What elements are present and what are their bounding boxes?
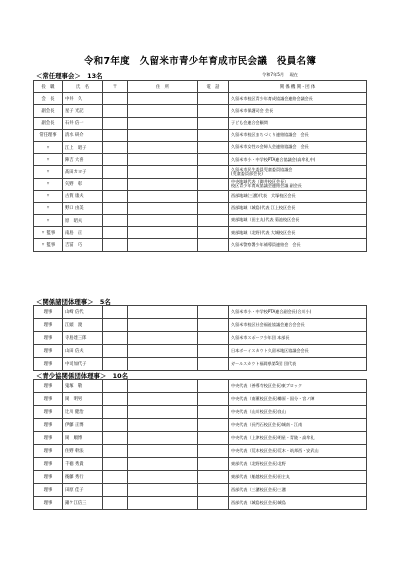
phone-cell: [198, 471, 229, 484]
table-row: [34, 358, 367, 371]
organization-line: 子ども会連合会顧問: [231, 119, 268, 125]
table-row: [34, 306, 367, 319]
table-row: [34, 393, 367, 406]
organization-line: 中央代表（上津校区会長)明星・青陵・高牟礼: [231, 434, 315, 440]
role-cell: 理事: [34, 306, 63, 319]
table-row: [34, 202, 367, 214]
table-row: [34, 419, 367, 432]
address-cell: [128, 497, 198, 510]
organization-cell: [229, 117, 367, 129]
table-header-row: [34, 81, 367, 93]
role-cell: 理事: [34, 332, 63, 345]
postal-cell: [103, 319, 128, 332]
role-cell: 〃: [34, 166, 63, 178]
name-cell: 吉冨 巧: [63, 239, 103, 251]
organization-cell: [229, 239, 367, 251]
organization-line: 西部地域（城島)代表 江上校区会長: [231, 205, 296, 211]
phone-cell: [198, 166, 229, 178]
address-cell: [128, 471, 198, 484]
role-cell: 理事: [34, 445, 63, 458]
postal-cell: [103, 406, 128, 419]
postal-cell: [103, 154, 128, 166]
name-cell: 錦ケ江信三: [63, 497, 103, 510]
postal-cell: [103, 166, 128, 178]
name-cell: 古賀 康夫: [63, 190, 103, 202]
role-cell: 理事: [34, 358, 63, 371]
organization-line: 西部代表（三潴校区会長)三潴: [231, 486, 286, 492]
postal-cell: [103, 141, 128, 153]
role-cell: 理事: [34, 345, 63, 358]
organization-cell: [229, 227, 367, 239]
related-groups-table: [33, 305, 367, 371]
organization-cell: [229, 419, 367, 432]
organization-cell: [229, 393, 367, 406]
postal-cell: [103, 358, 128, 371]
phone-cell: [198, 332, 229, 345]
postal-cell: [103, 380, 128, 393]
organization-cell: [229, 406, 367, 419]
organization-line: 中央代表（荒木校区会長)荒木・筑邦西・安武山: [231, 447, 319, 453]
postal-cell: [103, 332, 128, 345]
organization-line: 中央代表（南薫校区会長)櫛原・国分・宮ノ陣: [231, 395, 315, 401]
name-cell: 伊藤 正博: [63, 419, 103, 432]
address-cell: [128, 419, 198, 432]
organization-line: 校区青少年育成協議会連絡会議 副会長: [231, 183, 302, 189]
organization-cell: [229, 471, 367, 484]
name-cell: 山崎 信代: [63, 306, 103, 319]
phone-cell: [198, 129, 229, 141]
phone-cell: [198, 345, 229, 358]
postal-cell: [103, 484, 128, 497]
organization-cell: [229, 458, 367, 471]
name-cell: 寺島達三郎: [63, 332, 103, 345]
role-cell: 理事: [34, 432, 63, 445]
address-cell: [128, 345, 198, 358]
organization-line: 東部代表（北野校区会長)北野: [231, 460, 286, 466]
phone-cell: [198, 154, 229, 166]
name-cell: 中司加代子: [63, 358, 103, 371]
header-organization: 関 係 機 関・団 体: [229, 81, 367, 93]
phone-cell: [198, 358, 229, 371]
organization-cell: [229, 154, 367, 166]
role-cell: 〃 監事: [34, 239, 63, 251]
organization-line: 西部地域(三潴)代表 犬塚校区会長: [231, 193, 296, 199]
organization-cell: [229, 166, 367, 178]
address-cell: [128, 129, 198, 141]
table-row: [34, 166, 367, 178]
address-cell: [128, 239, 198, 251]
organization-line: 久留米市校区青少年育成協議会連絡会議会長: [231, 95, 313, 101]
section-title-related: ＜関係諸団体理事＞ 5名: [36, 298, 111, 306]
phone-cell: [198, 105, 229, 117]
organization-cell: [229, 484, 367, 497]
table-row: [34, 117, 367, 129]
address-cell: [128, 484, 198, 497]
name-cell: 野口 由美: [63, 202, 103, 214]
table-row: [34, 239, 367, 251]
table-row: [34, 380, 367, 393]
page-title: 令和7年度 久留米市青少年育成市民会議 役員名簿: [83, 56, 317, 67]
role-cell: 〃: [34, 154, 63, 166]
address-cell: [128, 93, 198, 105]
address-cell: [128, 406, 198, 419]
organization-line: 西部代表（城島校区会長)城島: [231, 499, 286, 505]
address-cell: [128, 393, 198, 406]
name-cell: 田原 佳子: [63, 484, 103, 497]
phone-cell: [198, 227, 229, 239]
postal-cell: [103, 215, 128, 227]
address-cell: [128, 166, 198, 178]
postal-cell: [103, 105, 128, 117]
organization-line: 東部地域（田主丸)代表 菊池校区会長: [231, 217, 300, 223]
postal-cell: [103, 93, 128, 105]
phone-cell: [198, 484, 229, 497]
phone-cell: [198, 141, 229, 153]
role-cell: 理事: [34, 380, 63, 393]
address-cell: [128, 319, 198, 332]
phone-cell: [198, 117, 229, 129]
organization-line: (児童委員部会長): [231, 170, 263, 176]
table-row: [34, 345, 367, 358]
role-cell: 理事: [34, 393, 63, 406]
phone-cell: [198, 202, 229, 214]
table-row: [34, 484, 367, 497]
table-row: [34, 215, 367, 227]
phone-cell: [198, 419, 229, 432]
name-cell: 山田 信夫: [63, 345, 103, 358]
role-cell: 〃: [34, 202, 63, 214]
organization-cell: [229, 306, 367, 319]
postal-cell: [103, 419, 128, 432]
role-cell: 理事: [34, 484, 63, 497]
address-cell: [128, 154, 198, 166]
role-cell: 〃 監事: [34, 227, 63, 239]
role-cell: 理事: [34, 458, 63, 471]
postal-cell: [103, 497, 128, 510]
organization-cell: [229, 105, 367, 117]
address-cell: [128, 117, 198, 129]
phone-cell: [198, 190, 229, 202]
name-cell: 江頭 渡: [63, 319, 103, 332]
youth-groups-table: [33, 379, 367, 510]
organization-line: 久留米市女性の会婦人会連絡協議会 会長: [231, 144, 309, 150]
phone-cell: [198, 319, 229, 332]
section-title-youth: ＜青少協関係団体理事＞ 10名: [36, 372, 128, 380]
standing-committee-table: [33, 80, 367, 252]
organization-line: 中央地域代表（御井校区会長）: [231, 178, 289, 184]
address-cell: [128, 380, 198, 393]
postal-cell: [103, 227, 128, 239]
phone-cell: [198, 178, 229, 190]
name-cell: 後藤 秀行: [63, 471, 103, 484]
organization-line: 東部代表（船越校区会長)田主丸: [231, 473, 290, 479]
table-row: [34, 319, 367, 332]
organization-cell: [229, 358, 367, 371]
organization-line: 久留米市小・中学校PTA連合副会長(合川小): [231, 308, 312, 314]
organization-cell: [229, 202, 367, 214]
organization-cell: [229, 141, 367, 153]
organization-cell: [229, 190, 367, 202]
role-cell: 常任理事: [34, 129, 63, 141]
organization-cell: [229, 332, 367, 345]
table-row: [34, 141, 367, 153]
organization-cell: [229, 432, 367, 445]
name-cell: 陣吉 大喜: [63, 154, 103, 166]
name-cell: 原 昭夫: [63, 215, 103, 227]
header-phone: 電 話: [198, 81, 229, 93]
organization-line: 久留米市保護司会 会長: [231, 107, 274, 113]
organization-cell: [229, 319, 367, 332]
name-cell: 岡 明男: [63, 393, 103, 406]
address-cell: [128, 202, 198, 214]
header-address: 住 所: [128, 81, 198, 93]
postal-cell: [103, 190, 128, 202]
postal-cell: [103, 458, 128, 471]
postal-cell: [103, 432, 128, 445]
name-cell: 中井 久: [63, 93, 103, 105]
postal-cell: [103, 345, 128, 358]
role-cell: 〃: [34, 178, 63, 190]
postal-cell: [103, 129, 128, 141]
organization-cell: [229, 497, 367, 510]
role-cell: 〃: [34, 141, 63, 153]
organization-line: 久留米市校区まちづくり連絡協議会 会長: [231, 132, 309, 138]
header-role: 役 職: [34, 81, 63, 93]
postal-cell: [103, 117, 128, 129]
postal-cell: [103, 178, 128, 190]
name-cell: 清水 研介: [63, 129, 103, 141]
postal-cell: [103, 239, 128, 251]
phone-cell: [198, 432, 229, 445]
document-date: 令和7年5月 現在: [262, 72, 298, 77]
organization-line: 久留米市校区社会福祉協議会連合会会長: [231, 321, 305, 327]
organization-line: 中央代表（長門石校区会長)城南・江南: [231, 421, 303, 427]
phone-cell: [198, 93, 229, 105]
name-cell: 南島 正: [63, 227, 103, 239]
table-row: [34, 190, 367, 202]
name-cell: 岡 順博: [63, 432, 103, 445]
section-title-standing: ＜常任理事会＞ 13名: [36, 72, 103, 80]
organization-cell: [229, 178, 367, 190]
role-cell: 理事: [34, 497, 63, 510]
header-name: 氏 名: [63, 81, 103, 93]
organization-cell: [229, 129, 367, 141]
table-row: [34, 332, 367, 345]
table-row: [34, 93, 367, 105]
header-postal: 〒: [103, 81, 128, 93]
role-cell: 理事: [34, 406, 63, 419]
organization-line: 中央代表（山川校区会長)良山: [231, 408, 286, 414]
table-row: [34, 227, 367, 239]
table-row: [34, 445, 367, 458]
table-row: [34, 432, 367, 445]
name-cell: 石井 信一: [63, 117, 103, 129]
name-cell: 髙田カヨ子: [63, 166, 103, 178]
name-cell: 辻川 健治: [63, 406, 103, 419]
table-row: [34, 458, 367, 471]
organization-cell: [229, 93, 367, 105]
phone-cell: [198, 215, 229, 227]
phone-cell: [198, 445, 229, 458]
name-cell: 江上 昭子: [63, 141, 103, 153]
name-cell: 矢野 彰: [63, 178, 103, 190]
postal-cell: [103, 471, 128, 484]
phone-cell: [198, 380, 229, 393]
organization-cell: [229, 445, 367, 458]
address-cell: [128, 190, 198, 202]
postal-cell: [103, 445, 128, 458]
role-cell: 理事: [34, 419, 63, 432]
postal-cell: [103, 202, 128, 214]
phone-cell: [198, 393, 229, 406]
name-cell: 鬼塚 敬: [63, 380, 103, 393]
phone-cell: [198, 406, 229, 419]
role-cell: 〃: [34, 190, 63, 202]
name-cell: 星子 光記: [63, 105, 103, 117]
organization-line: 中央代表（善導寺校区会長)東ブロック: [231, 382, 303, 388]
role-cell: 副会長: [34, 105, 63, 117]
organization-cell: [229, 215, 367, 227]
table-row: [34, 178, 367, 190]
table-row: [34, 497, 367, 510]
phone-cell: [198, 497, 229, 510]
role-cell: 副会長: [34, 117, 63, 129]
address-cell: [128, 458, 198, 471]
organization-line: 久留米市小・中学校PTA連合協議会(高牟礼中): [231, 156, 316, 162]
address-cell: [128, 215, 198, 227]
address-cell: [128, 105, 198, 117]
address-cell: [128, 227, 198, 239]
role-cell: 〃: [34, 215, 63, 227]
role-cell: 会 長: [34, 93, 63, 105]
table-row: [34, 471, 367, 484]
organization-line: 東部地域（北野)代表 大城校区会長: [231, 229, 296, 235]
address-cell: [128, 432, 198, 445]
name-cell: 住野 幹法: [63, 445, 103, 458]
postal-cell: [103, 393, 128, 406]
name-cell: 千徳 秀貴: [63, 458, 103, 471]
address-cell: [128, 178, 198, 190]
postal-cell: [103, 306, 128, 319]
phone-cell: [198, 458, 229, 471]
table-row: [34, 129, 367, 141]
table-row: [34, 406, 367, 419]
address-cell: [128, 445, 198, 458]
organization-cell: [229, 345, 367, 358]
role-cell: 理事: [34, 319, 63, 332]
table-row: [34, 154, 367, 166]
phone-cell: [198, 306, 229, 319]
address-cell: [128, 306, 198, 319]
address-cell: [128, 332, 198, 345]
table-row: [34, 105, 367, 117]
phone-cell: [198, 239, 229, 251]
organization-line: 久留米市スポーツ少年団 本部長: [231, 334, 290, 340]
organization-line: 久留米警察署少年補導員連絡会 会長: [231, 241, 301, 247]
organization-cell: [229, 380, 367, 393]
organization-line: ガールスカウト福岡県第5団 団代表: [231, 360, 297, 366]
organization-line: 日本ボーイスカウト久留米地区協議会会長: [231, 347, 309, 353]
organization-line: 久留米市民生委員児童委員協議会: [231, 166, 293, 172]
role-cell: 理事: [34, 471, 63, 484]
address-cell: [128, 141, 198, 153]
address-cell: [128, 358, 198, 371]
